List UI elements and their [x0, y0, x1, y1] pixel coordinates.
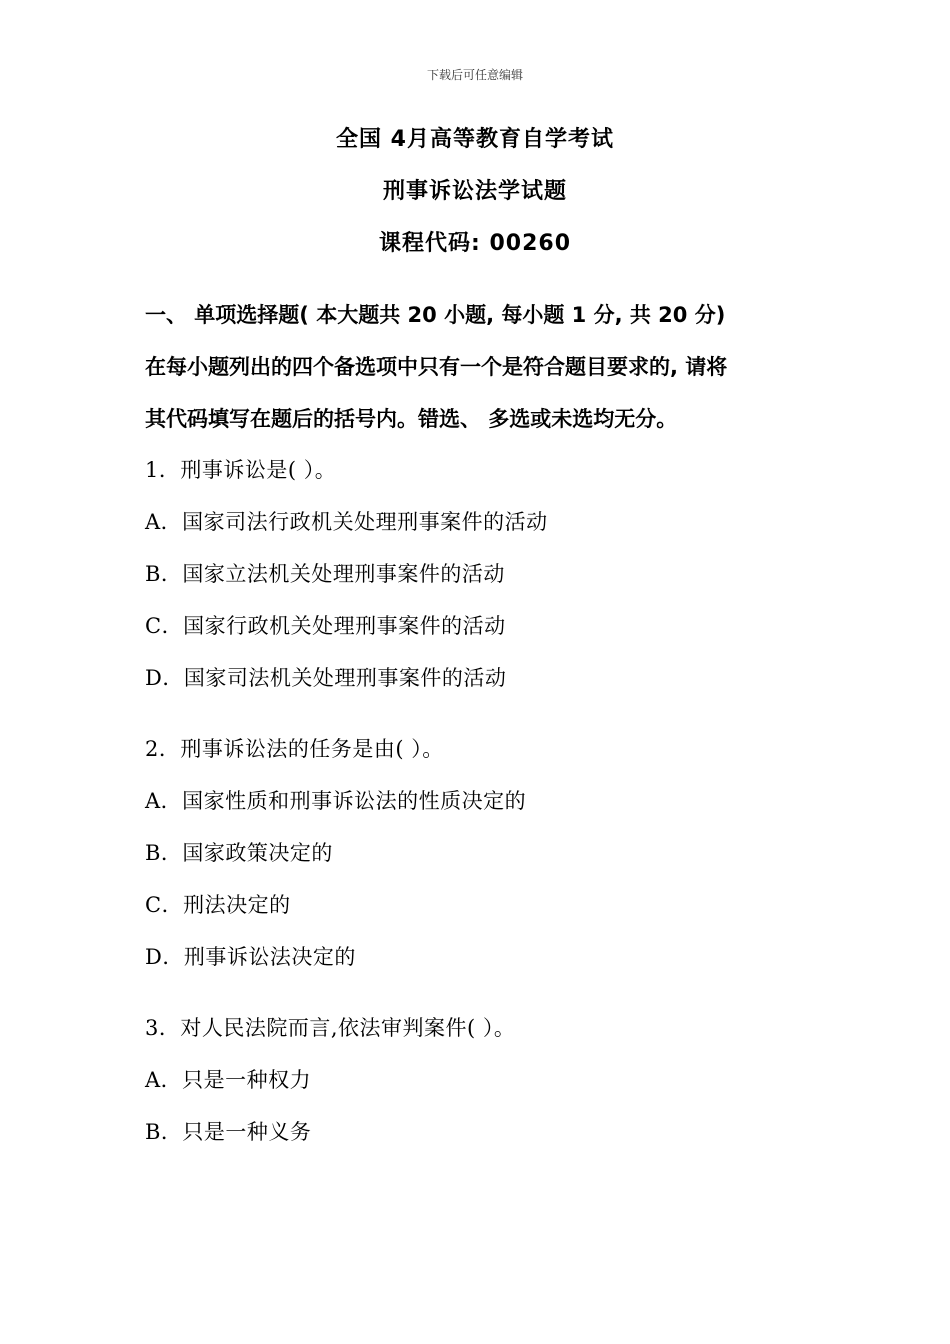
answer-option: B．国家政策决定的 [145, 841, 333, 865]
section-instruction: 在每小题列出的四个备选项中只有一个是符合题目要求的, 请将 [145, 355, 728, 379]
question-stem: 2．刑事诉讼法的任务是由( ）。 [145, 737, 444, 761]
course-code: 课程代码: 00260 [379, 231, 571, 256]
exam-subject: 刑事诉讼法学试题 [382, 179, 567, 204]
section-heading: 一、 单项选择题( 本大题共 20 小题, 每小题 1 分, 共 20 分) [145, 303, 726, 327]
answer-option: C．国家行政机关处理刑事案件的活动 [145, 614, 506, 638]
answer-option: A．国家司法行政机关处理刑事案件的活动 [145, 510, 548, 534]
answer-option: D．国家司法机关处理刑事案件的活动 [145, 666, 507, 690]
section-instruction: 其代码填写在题后的括号内。错选、 多选或未选均无分。 [145, 407, 678, 431]
answer-option: A．只是一种权力 [145, 1068, 312, 1092]
answer-option: B．国家立法机关处理刑事案件的活动 [145, 562, 505, 586]
answer-option: A．国家性质和刑事诉讼法的性质决定的 [145, 789, 527, 813]
header-note: 下载后可任意编辑 [426, 68, 523, 82]
answer-option: D．刑事诉讼法决定的 [145, 945, 356, 969]
question-stem: 3．对人民法院而言,依法审判案件( ）。 [145, 1016, 516, 1040]
answer-option: B．只是一种义务 [145, 1120, 312, 1144]
question-stem: 1．刑事诉讼是( ）。 [145, 458, 337, 482]
answer-option: C．刑法决定的 [145, 893, 291, 917]
exam-title: 全国 4月高等教育自学考试 [336, 127, 614, 152]
